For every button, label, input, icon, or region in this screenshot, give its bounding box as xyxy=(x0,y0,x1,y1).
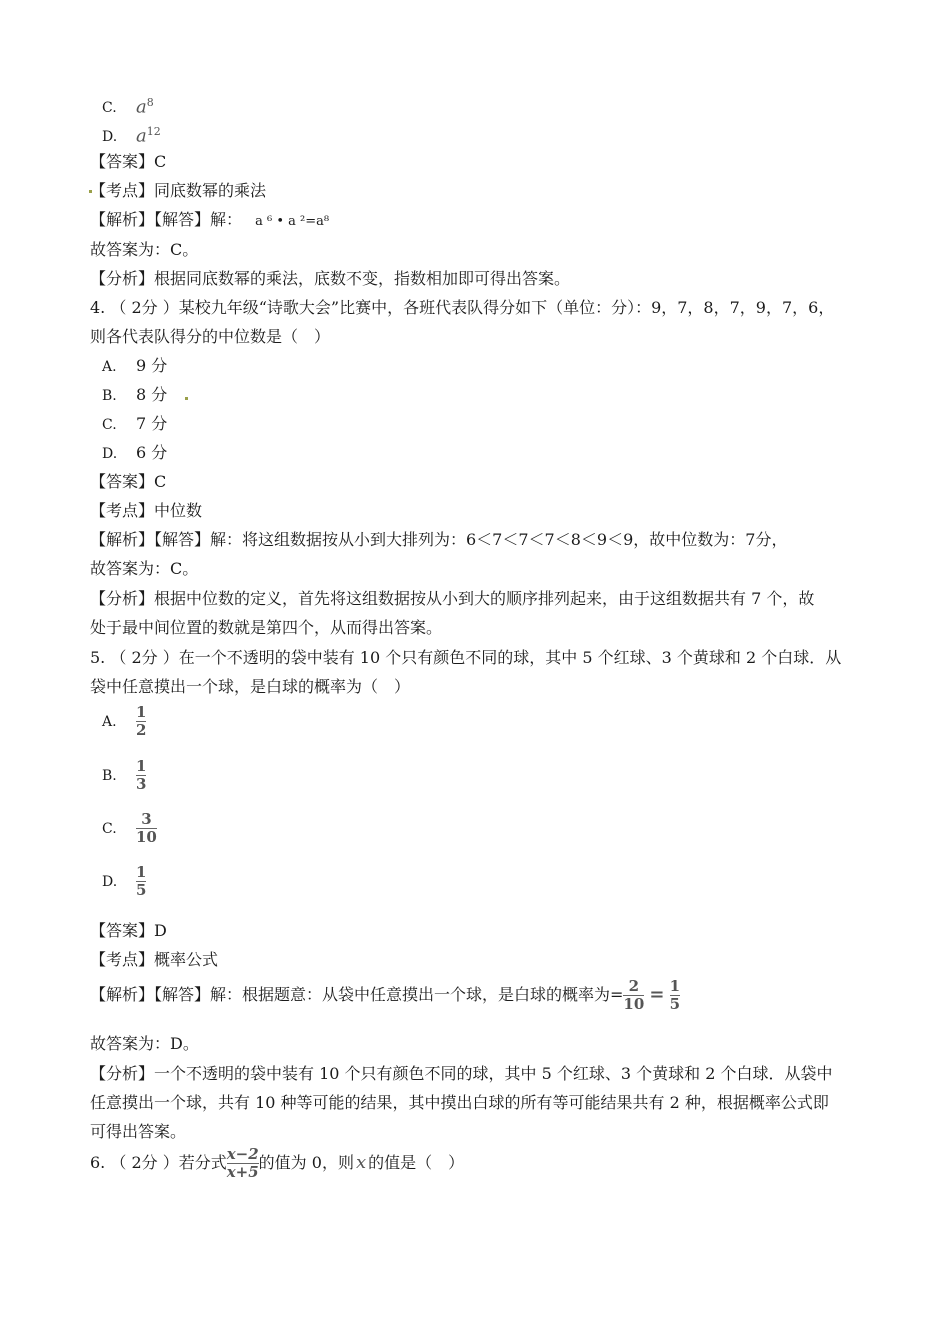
q4-analysis: 【解析】【解答】解：将这组数据按从小到大排列为：6＜7＜7＜7＜8＜9＜9，故中位数为：7分， xyxy=(90,530,788,549)
fraction-numerator: 1 xyxy=(136,703,147,721)
equals-sign: = xyxy=(649,984,665,1005)
q4-answer: 【答案】C xyxy=(90,472,167,491)
option-label: D. xyxy=(102,446,118,462)
option-label: B. xyxy=(102,768,117,784)
q3-fenxi: 【分析】根据同底数幂的乘法，底数不变，指数相加即可得出答案。 xyxy=(90,269,571,288)
power-exponent: 8 xyxy=(146,96,154,109)
fraction-numerator: 1 xyxy=(669,977,681,995)
fraction xyxy=(623,978,644,1013)
option-label: A. xyxy=(102,714,117,730)
q4-stem-line2: 则各代表队得分的中位数是（ ） xyxy=(90,327,331,346)
q6-stem xyxy=(90,1146,860,1190)
q5-fenxi-line3: 可得出答案。 xyxy=(90,1122,187,1141)
option-label: C. xyxy=(102,821,117,837)
option-label: C. xyxy=(102,417,117,433)
q5-conclusion: 故答案为：D。 xyxy=(90,1034,199,1053)
analysis-prefix: 【解析】【解答】解：根据题意：从袋中任意摸出一个球，是白球的概率为= xyxy=(90,985,624,1004)
q5-option-b[interactable] xyxy=(102,758,860,798)
fraction xyxy=(227,1146,259,1181)
fraction xyxy=(136,811,157,846)
stem-prefix: 6. （ 2分 ）若分式 xyxy=(90,1153,227,1172)
option-label: D. xyxy=(102,874,118,890)
fraction-denominator: 5 xyxy=(136,881,147,899)
fraction xyxy=(136,758,146,793)
q5-option-c[interactable] xyxy=(102,811,860,851)
fraction xyxy=(136,864,146,899)
q4-option-a[interactable] xyxy=(102,355,860,378)
q4-option-c[interactable] xyxy=(102,413,860,436)
fraction-numerator: 1 xyxy=(136,757,147,775)
q4-fenxi-line1: 【分析】根据中位数的定义，首先将这组数据按从小到大的顺序排列起来，由于这组数据共有 7 个，故 xyxy=(90,589,815,608)
power-exponent: 12 xyxy=(146,125,161,138)
q4-stem-line1: 4. （ 2分 ）某校九年级“诗歌大会”比赛中，各班代表队得分如下（单位：分）：9，7，8，7，9，7，6， xyxy=(90,298,835,317)
fraction-denominator: 5 xyxy=(669,995,681,1013)
power-base: a xyxy=(136,125,147,147)
power-base: a xyxy=(136,96,147,118)
option-text: 9 分 xyxy=(136,356,168,375)
q4-conclusion: 故答案为：C。 xyxy=(90,559,199,578)
fraction-numerator: x−2 xyxy=(226,1145,259,1163)
option-text: 8 分 xyxy=(136,385,168,404)
q4-option-b[interactable] xyxy=(102,384,860,407)
fraction-denominator: 2 xyxy=(136,721,147,739)
stem-suffix: 的值是（ ） xyxy=(368,1153,465,1172)
option-label: A. xyxy=(102,359,117,375)
q4-option-d[interactable] xyxy=(102,442,860,465)
option-label: D. xyxy=(102,129,118,146)
fraction-denominator: x+5 xyxy=(226,1163,259,1181)
variable-x: x xyxy=(355,1152,367,1173)
stem-mid: 的值为 0，则 xyxy=(258,1153,354,1172)
q5-stem-line2: 袋中任意摸出一个球，是白球的概率为（ ） xyxy=(90,677,411,696)
analysis-math: a ⁶ • a ²=a⁸ xyxy=(255,214,330,229)
fraction-numerator: 2 xyxy=(628,977,640,995)
q5-point: 【考点】概率公式 xyxy=(90,950,219,969)
fraction-denominator: 10 xyxy=(623,995,645,1013)
fraction-numerator: 1 xyxy=(136,863,147,881)
q3-option-c[interactable] xyxy=(102,92,860,119)
option-text: 6 分 xyxy=(136,443,168,462)
q5-analysis xyxy=(90,978,860,1018)
option-text: 7 分 xyxy=(136,414,168,433)
q5-stem-line1: 5. （ 2分 ）在一个不透明的袋中装有 10 个只有颜色不同的球，其中 5 个红球、3 个黄球和 2 个白球．从 xyxy=(90,648,842,667)
q5-fenxi-line2: 任意摸出一个球，共有 10 种等可能的结果，其中摸出白球的所有等可能结果共有 2 种，根据概率公式即 xyxy=(90,1093,829,1112)
q5-option-d[interactable] xyxy=(102,864,860,904)
q3-option-d[interactable] xyxy=(102,121,860,148)
option-label: C. xyxy=(102,100,117,117)
q3-answer: 【答案】C xyxy=(90,152,167,171)
q5-answer: 【答案】D xyxy=(90,921,167,940)
q3-analysis xyxy=(90,209,860,233)
q5-fenxi-line1: 【分析】一个不透明的袋中装有 10 个只有颜色不同的球，其中 5 个红球、3 个黄球和 2 个白球．从袋中 xyxy=(90,1064,833,1083)
q4-fenxi-line2: 处于最中间位置的数就是第四个，从而得出答案。 xyxy=(90,618,443,637)
fraction-denominator: 3 xyxy=(136,775,147,793)
q4-point: 【考点】中位数 xyxy=(90,501,203,520)
fraction-numerator: 3 xyxy=(141,810,152,828)
fraction xyxy=(136,704,146,739)
q5-option-a[interactable] xyxy=(102,704,860,744)
fraction xyxy=(670,978,680,1013)
analysis-prefix: 【解析】【解答】解： xyxy=(90,210,243,229)
q3-conclusion: 故答案为：C。 xyxy=(90,240,199,259)
marker-dot xyxy=(185,397,188,400)
option-label: B. xyxy=(102,388,117,404)
q3-point: 【考点】同底数幂的乘法 xyxy=(90,181,267,200)
fraction-denominator: 10 xyxy=(136,828,157,846)
